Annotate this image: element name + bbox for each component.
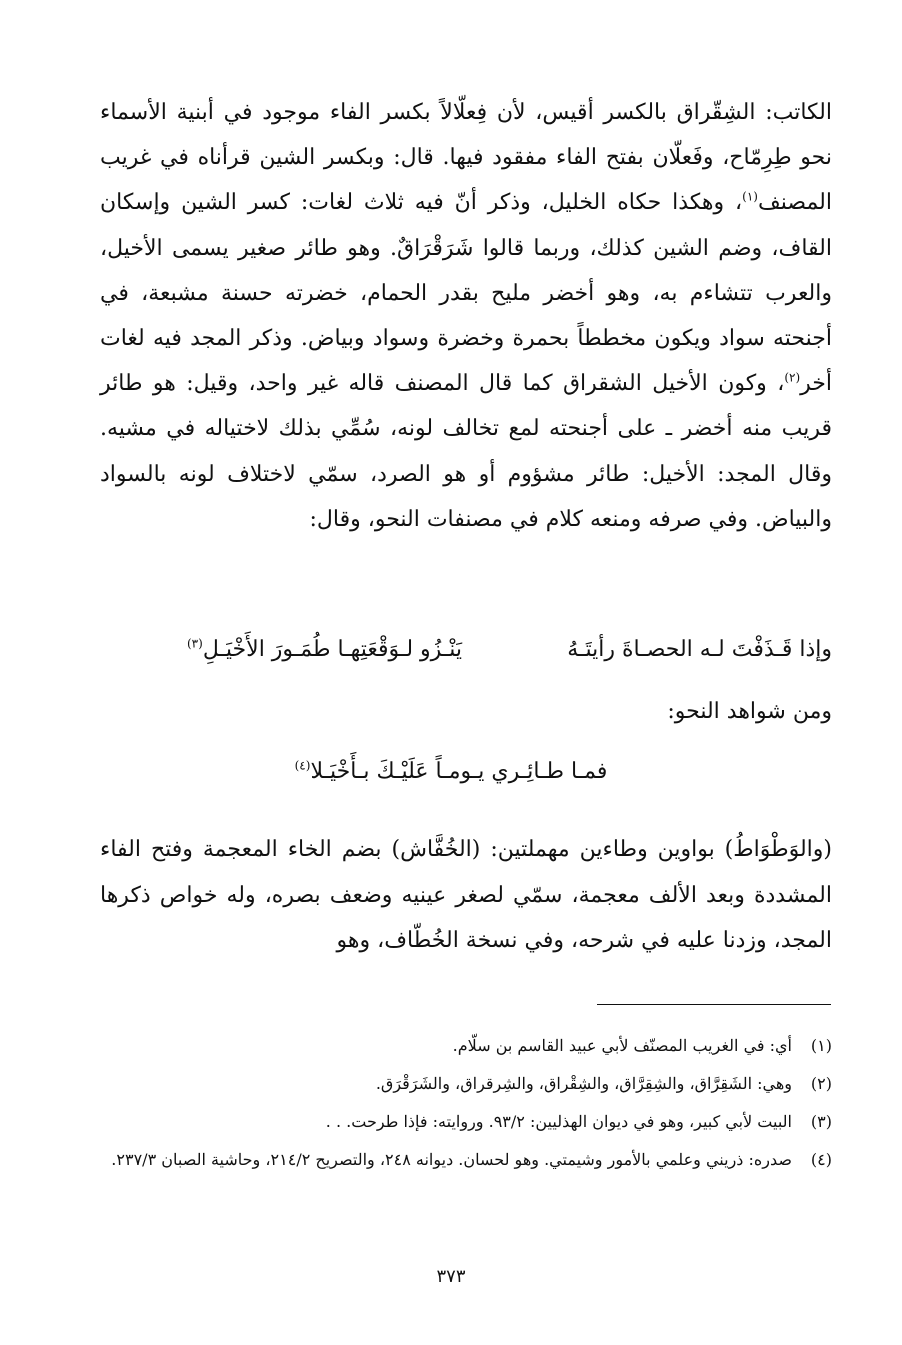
footnote-1-text: أي: في الغريب المصنّف لأبي عبيد القاسم بن سلّام.: [452, 1036, 792, 1055]
footnote-3-number: (٣): [810, 1112, 832, 1131]
footnotes: [100, 1032, 832, 1178]
footnote-2: [100, 1070, 832, 1098]
verse-1-second-text: يَنْـزُو لـوَقْعَتِهـا طُمَـورَ الأَخْيَـلِ: [202, 637, 462, 662]
footnote-ref-2: (٢): [784, 370, 801, 385]
footnote-ref-1: (١): [742, 190, 758, 205]
paragraph-1-continued: ، وهكذا حكاه الخليل، وذكر أنّ فيه ثلاث لغات: كسر الشين وإسكان القاف، وضم الشين كذلك، وربما قالوا شَرَقْرَاقٌ. وهو طائر صغير يسمى الأخيل، والعرب تتشاءم به، وهو أخضر مليح بقدر الحمام، خضرته حسنة مشبعة، في أجنحته سواد ويكون مخططاً بحمرة وخضرة وسواد وبياض. وذكر المجد فيه لغات أخر: [100, 190, 832, 397]
paragraph-1: [100, 90, 832, 542]
footnote-4-number: (٤): [810, 1150, 832, 1169]
poetry-verse-2: [0, 752, 902, 792]
footnote-4: [100, 1146, 832, 1174]
footnote-1-number: (١): [810, 1036, 832, 1055]
footnote-3-text: البيت لأبي كبير، وهو في ديوان الهذليين: ٩٣/٢. وروايته: فإذا طرحت. . .: [325, 1112, 792, 1131]
footnote-1: [100, 1032, 832, 1060]
footnote-ref-4: (٤): [294, 758, 311, 773]
verse-2-text: فمـا طـائِـري يـومـاً عَلَيْـكَ بـأَخْيَـلا: [310, 759, 608, 784]
page-number: ٣٧٣: [436, 1266, 466, 1287]
main-paragraph: [100, 90, 832, 542]
verse-1-first-hemistich: وإذا قَـذَفْتَ لـه الحصـاةَ رأيتَـهُ: [567, 637, 832, 662]
footnote-2-text: وهي: الشَقِرَّاق، والشِقِرَّاق، والشِقْراق، والشِرقراق، والشَرَقْرَق.: [375, 1074, 792, 1093]
footnote-4-text: صدره: ذريني وعلمي بالأمور وشيمتي. وهو لحسان. ديوانه ٢٤٨، والتصريح ٢١٤/٢، وحاشية الصبان ٢٣٧/٣.: [111, 1150, 792, 1169]
paragraph-1-start: الكاتب: الشِقّراق بالكسر أقيس، لأن فِعلّالاً بكسر الفاء موجود في أبنية الأسماء نحو طِرِمّاح، وفَعلّان بفتح الفاء مفقود فيها. قال: وبكسر الشين قرأناه في غريب المصنف: [100, 100, 832, 216]
footnote-2-number: (٢): [810, 1074, 832, 1093]
paragraph-1-end: ، وكون الأخيل الشقراق كما قال المصنف قاله غير واحد، وقيل: هو طائر قريب منه أخضر ـ على أجنحته لمع تخالف لونه، سُمِّي بذلك لاختياله في مشيه. وقال المجد: الأخيل: طائر مشؤوم أو هو الصرد، سمّي لاختلاف لونه بالسواد والبياض. وفي صرفه ومنعه كلام في مصنفات النحو، وقال:: [100, 371, 832, 532]
paragraph-2: (والوَطْوَاطُ) بواوين وطاءين مهملتين: (الخُفَّاش) بضم الخاء المعجمة وفتح الفاء المشددة وبعد الألف معجمة، سمّي لصغر عينيه وضعف بصره، وله خواص ذكرها المجد، وزدنا عليه في شرحه، وفي نسخة الخُطّاف، وهو: [100, 837, 832, 953]
footnote-3: [100, 1108, 832, 1136]
footnote-ref-3: (٣): [186, 636, 203, 651]
intro-line: ومن شواهد النحو:: [667, 699, 832, 724]
verse-1-second-hemistich: [187, 630, 462, 670]
footnote-divider: [597, 1004, 831, 1005]
